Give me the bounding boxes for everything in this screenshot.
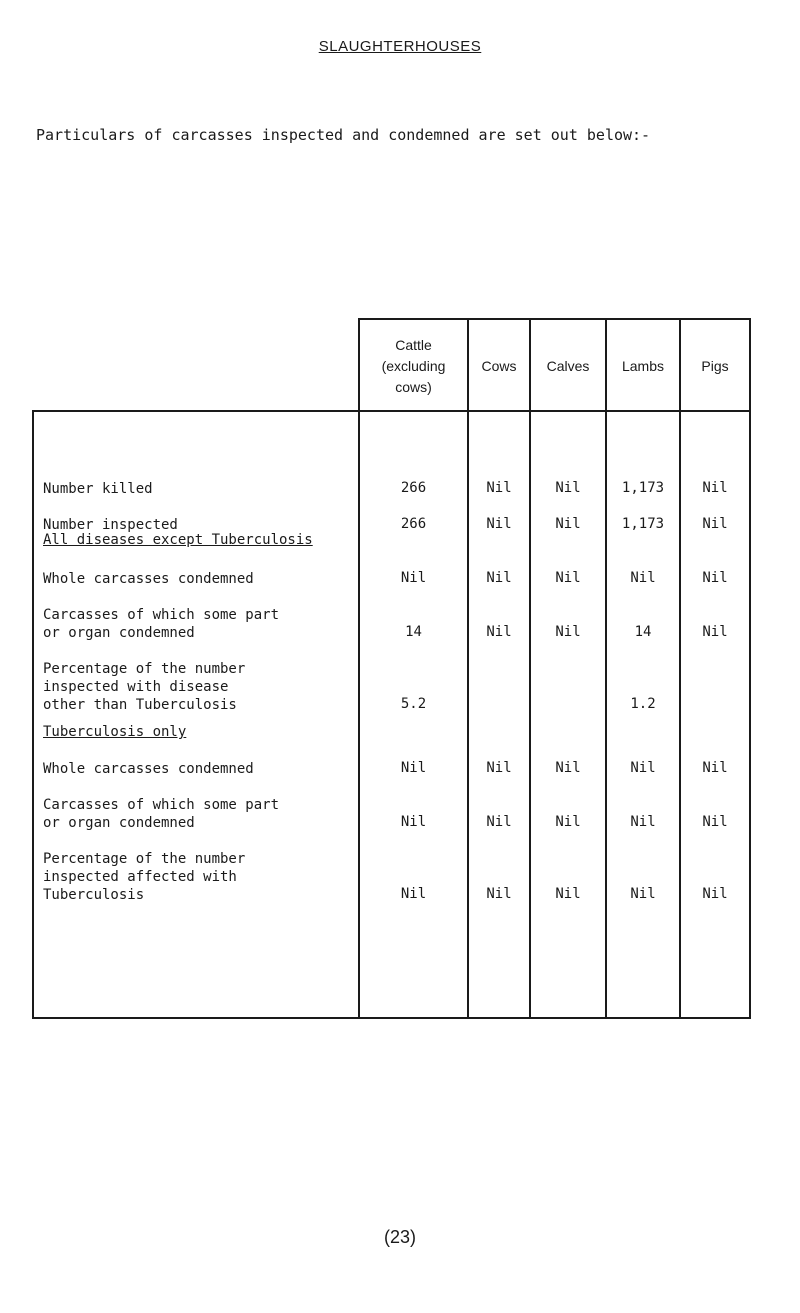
- page-number: (23): [383, 1227, 416, 1247]
- column-header-cows: Cows: [481, 358, 517, 374]
- table-cell: Nil: [555, 516, 581, 532]
- table-cell: 266: [400, 480, 427, 496]
- row-label: Carcasses of which some part or organ condemned: [43, 797, 280, 831]
- table-cell: 14: [634, 624, 652, 640]
- table-cell: 14: [405, 624, 422, 640]
- table-cell: Nil: [486, 480, 512, 496]
- row-label: Carcasses of which some part or organ condemned: [43, 607, 280, 641]
- table-cell: Nil: [630, 760, 656, 776]
- table-cell: Nil: [702, 570, 728, 586]
- table-cell: Nil: [702, 760, 728, 776]
- table-cell: Nil: [400, 760, 427, 776]
- row-label: Percentage of the number inspected with disease other than Tuberculosis: [43, 661, 246, 713]
- table-cell: Nil: [630, 814, 656, 830]
- table-cell: Nil: [555, 624, 581, 640]
- table-bottom-rule: [32, 1017, 751, 1019]
- table-cell: Nil: [702, 480, 728, 496]
- table-cell: Nil: [555, 886, 581, 902]
- table-cell: Nil: [630, 570, 656, 586]
- row-label: Number killed: [43, 481, 153, 497]
- table-right-rule: [749, 318, 751, 1019]
- table-cell: Nil: [400, 570, 427, 586]
- table-cell: Nil: [555, 570, 581, 586]
- table-cell: Nil: [702, 516, 728, 532]
- column-rule-4: [605, 318, 607, 1019]
- intro-text: Particulars of carcasses inspected and condemned are set out below:-: [36, 126, 651, 144]
- table-cell: Nil: [400, 886, 427, 902]
- table-cell: Nil: [486, 886, 512, 902]
- row-label: Whole carcasses condemned: [43, 571, 254, 587]
- table-cell: 5.2: [400, 696, 427, 712]
- row-label: Percentage of the number inspected affected with Tuberculosis: [43, 851, 246, 903]
- page-title: SLAUGHTERHOUSES: [318, 38, 482, 55]
- table-cell: 266: [400, 516, 427, 532]
- column-header-pigs: Pigs: [701, 358, 729, 374]
- column-header-calves: Calves: [546, 358, 590, 374]
- row-label: Number inspected: [43, 517, 178, 533]
- table-left-rule: [32, 410, 34, 1019]
- table-cell: Nil: [702, 814, 728, 830]
- table-cell: Nil: [702, 624, 728, 640]
- table-cell: Nil: [630, 886, 656, 902]
- table-cell: Nil: [702, 886, 728, 902]
- table-cell: 1,173: [621, 480, 665, 496]
- table-cell: 1,173: [621, 516, 665, 532]
- table-cell: Nil: [555, 814, 581, 830]
- row-label: Whole carcasses condemned: [43, 761, 254, 777]
- table-cell: Nil: [486, 516, 512, 532]
- table-cell: Nil: [486, 760, 512, 776]
- table-cell: 1.2: [630, 696, 656, 712]
- table-cell: Nil: [486, 624, 512, 640]
- column-rule-3: [529, 318, 531, 1019]
- table-cell: Nil: [555, 760, 581, 776]
- table-cell: Nil: [486, 570, 512, 586]
- table-cell: Nil: [486, 814, 512, 830]
- column-rule-1: [358, 318, 360, 1019]
- column-header-cattle: Cattle (excluding cows): [381, 337, 446, 395]
- column-rule-2: [467, 318, 469, 1019]
- column-header-lambs: Lambs: [621, 358, 665, 374]
- table-cell: Nil: [555, 480, 581, 496]
- table-cell: Nil: [400, 814, 427, 830]
- table-header-rule: [32, 410, 751, 412]
- table-top-rule: [358, 318, 751, 320]
- section-heading-all-diseases: All diseases except Tuberculosis: [43, 532, 313, 548]
- column-rule-5: [679, 318, 681, 1019]
- section-heading-tuberculosis: Tuberculosis only: [43, 724, 187, 740]
